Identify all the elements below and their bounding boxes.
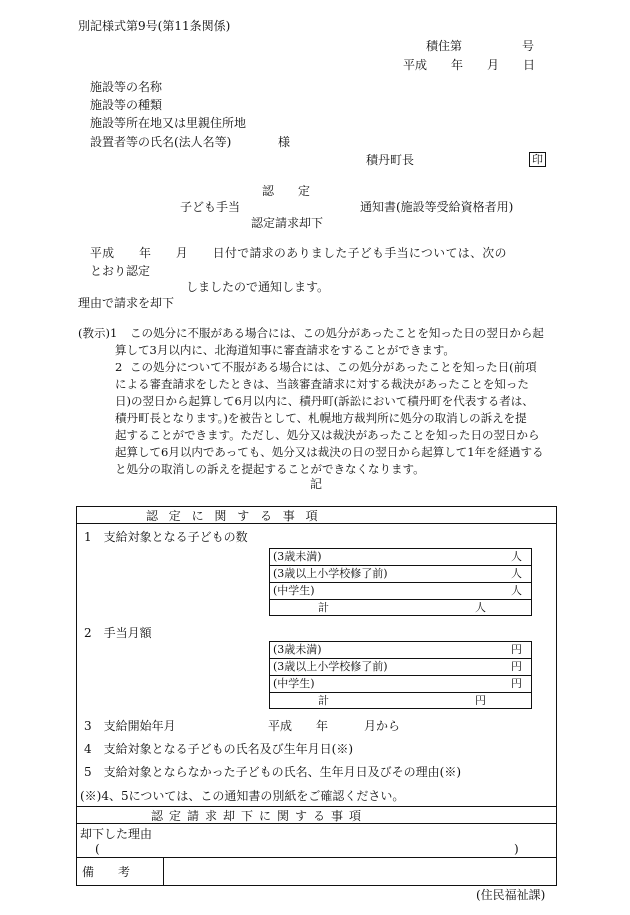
count-under3-label: (3歳未満) bbox=[273, 550, 322, 563]
amount-under3-unit: 円 bbox=[511, 643, 522, 656]
form-label: 別記様式第9号(第11条関係) bbox=[78, 19, 231, 33]
remarks-divider bbox=[76, 857, 557, 858]
rejection-reason-label: 却下した理由 bbox=[80, 827, 153, 841]
facility-name-label: 施設等の名称 bbox=[90, 80, 163, 94]
rejection-header: 認定請求却下に関する事項 bbox=[151, 809, 368, 823]
facility-type-label: 施設等の種類 bbox=[90, 98, 163, 112]
amount-3to-elementary-label: (3歳以上小学校修了前) bbox=[273, 660, 388, 673]
body-line-2: とおり認定 bbox=[90, 264, 151, 278]
instruction-label: (教示)1 bbox=[78, 326, 118, 340]
instruction-2a: この処分について不服がある場合には、この処分があったことを知った日(前項 bbox=[130, 360, 537, 374]
count-3to-elementary-unit: 人 bbox=[511, 567, 522, 580]
amount-3to-elementary-unit: 円 bbox=[511, 660, 522, 673]
facility-address-label: 施設等所在地又は里親住所地 bbox=[90, 116, 247, 130]
amount-total-label: 計 bbox=[318, 694, 329, 707]
instruction-2-number: 2 bbox=[115, 360, 123, 374]
count-under3-unit: 人 bbox=[511, 550, 522, 563]
instruction-2c: 日)の翌日から起算して6月以内に、積丹町(訴訟において積丹町を代表する者は、 bbox=[115, 394, 534, 408]
title-certification: 認 定 bbox=[262, 184, 311, 198]
instruction-2g: と処分の取消しの訴えを提起することができなくなります。 bbox=[115, 462, 425, 476]
count-junior-high-label: (中学生) bbox=[273, 584, 315, 597]
item-2-label: 2 手当月額 bbox=[84, 626, 152, 640]
instruction-2d: 積丹町長となります。)を被告として、札幌地方裁判所に処分の取消しの訴えを提 bbox=[115, 411, 527, 425]
remarks-label: 備 考 bbox=[82, 865, 131, 879]
body-line-4: 理由で請求を却下 bbox=[78, 296, 175, 310]
item-3-value: 平成 年 月から bbox=[268, 719, 401, 733]
certification-header: 認定に関する事項 bbox=[146, 509, 329, 523]
item-1-label: 1 支給対象となる子どもの数 bbox=[84, 530, 248, 544]
paren-open: ( bbox=[95, 842, 100, 856]
remarks-column-divider bbox=[163, 857, 164, 886]
title-child-allowance: 子ども手当 bbox=[180, 200, 241, 214]
body-line-3: しましたので通知します。 bbox=[186, 280, 330, 294]
count-junior-high-unit: 人 bbox=[511, 584, 522, 597]
item-5-label: 5 支給対象とならなかった子どもの氏名、生年月日及びその理由(※) bbox=[84, 765, 462, 779]
amount-total-unit: 円 bbox=[475, 694, 486, 707]
instruction-2b: による審査請求をしたときは、当該審査請求に対する裁決があったことを知った bbox=[115, 377, 529, 391]
official-seal: 印 bbox=[529, 152, 546, 167]
amount-under3-label: (3歳未満) bbox=[273, 643, 322, 656]
count-total-label: 計 bbox=[318, 601, 329, 614]
note-text: (※)4、5については、この通知書の別紙をご確認ください。 bbox=[80, 789, 405, 803]
issue-date: 平成 年 月 日 bbox=[403, 58, 536, 72]
department-label: (住民福祉課) bbox=[476, 888, 546, 902]
count-3to-elementary-label: (3歳以上小学校修了前) bbox=[273, 567, 388, 580]
ki-marker: 記 bbox=[310, 477, 323, 491]
reject-header-divider bbox=[76, 823, 557, 824]
amount-junior-high-label: (中学生) bbox=[273, 677, 315, 690]
honorific: 様 bbox=[278, 135, 291, 149]
instruction-1b: 算して3月以内に、北海道知事に審査請求をすることができます。 bbox=[115, 343, 455, 357]
document-number: 積住第 号 bbox=[426, 39, 535, 53]
amount-junior-high-unit: 円 bbox=[511, 677, 522, 690]
header-divider bbox=[76, 523, 557, 524]
instruction-2e: 起することができます。ただし、処分又は裁決があったことを知った日の翌日から bbox=[115, 428, 540, 442]
instruction-1a: この処分に不服がある場合には、この処分があったことを知った日の翌日から起 bbox=[130, 326, 544, 340]
item-3-label: 3 支給開始年月 bbox=[84, 719, 176, 733]
title-notice: 通知書(施設等受給資格者用) bbox=[360, 200, 514, 214]
body-line-1: 平成 年 月 日付で請求のありました子ども手当については、次の bbox=[90, 246, 507, 260]
title-rejection: 認定請求却下 bbox=[251, 216, 324, 230]
item-4-label: 4 支給対象となる子どもの氏名及び生年月日(※) bbox=[84, 742, 353, 756]
count-total-unit: 人 bbox=[475, 601, 486, 614]
founder-name-label: 設置者等の氏名(法人名等) bbox=[90, 135, 232, 149]
paren-close: ) bbox=[514, 842, 519, 856]
reject-top-divider bbox=[76, 806, 557, 807]
issuer-name: 積丹町長 bbox=[366, 153, 415, 167]
instruction-2f: 起算して6月以内であっても、処分又は裁決の日の翌日から起算して1年を経過する bbox=[115, 445, 544, 459]
